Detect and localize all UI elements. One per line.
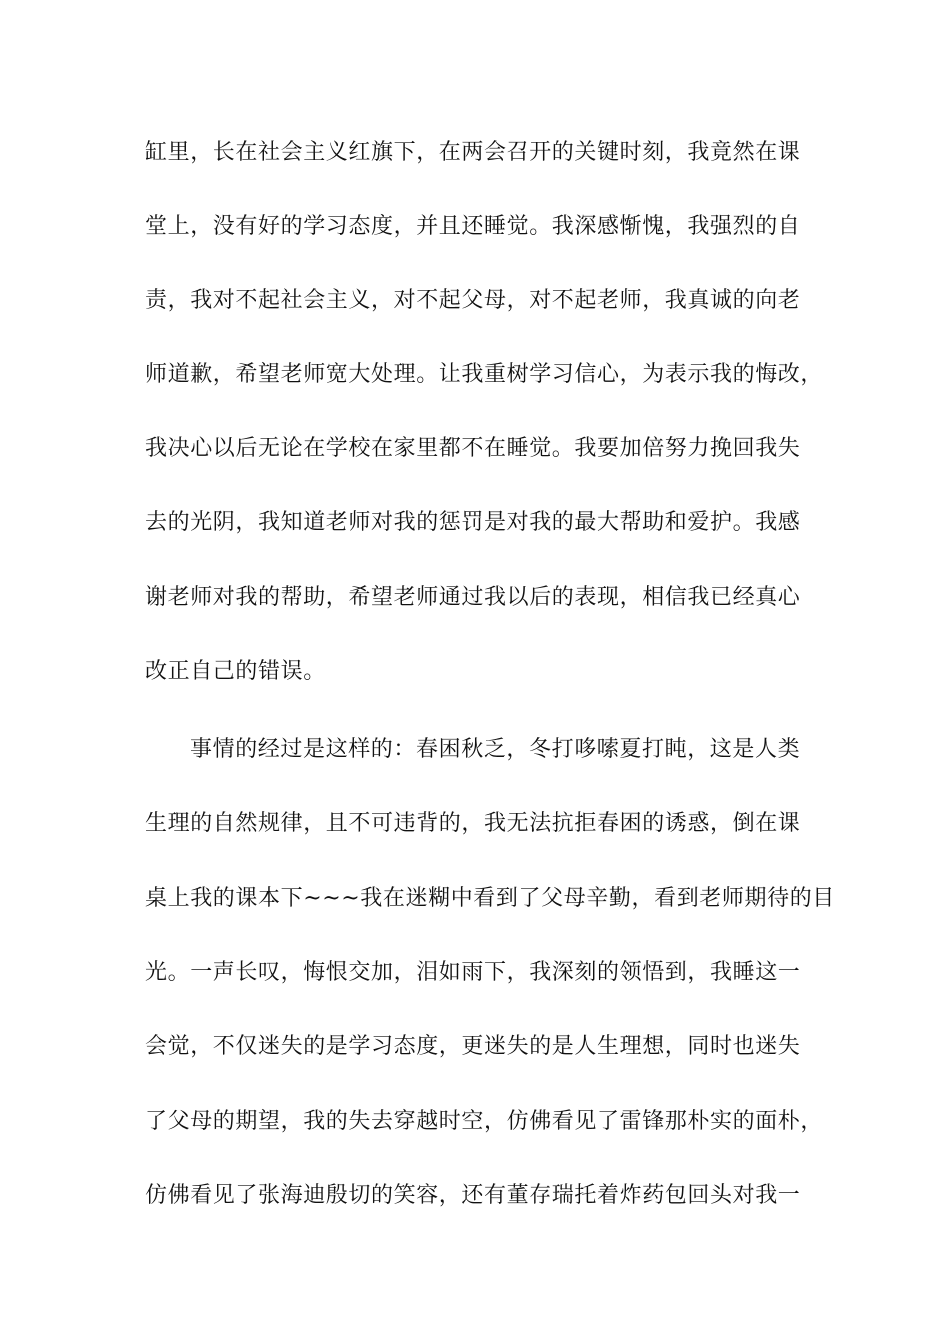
paragraph-2-line-5: 会觉，不仅迷失的是学习态度，更迷失的是人生理想，同时也迷失: [145, 1034, 801, 1059]
paragraph-1-line-5: 我决心以后无论在学校在家里都不在睡觉。我要加倍努力挽回我失: [145, 436, 801, 461]
paragraph-2-line-4: 光。一声长叹，悔恨交加，泪如雨下，我深刻的领悟到，我睡这一: [145, 960, 801, 985]
paragraph-2-line-1: 事情的经过是这样的：春困秋乏，冬打哆嗦夏打盹，这是人类: [190, 737, 801, 762]
paragraph-1-line-6: 去的光阴，我知道老师对我的惩罚是对我的最大帮助和爱护。我感: [145, 510, 801, 535]
paragraph-2-line-3: 桌上我的课本下~~~我在迷糊中看到了父母辛勤，看到老师期待的目: [145, 886, 835, 911]
paragraph-1-line-3: 责，我对不起社会主义，对不起父母，对不起老师，我真诚的向老: [145, 288, 801, 313]
paragraph-2-line-7: 仿佛看见了张海迪殷切的笑容，还有董存瑞托着炸药包回头对我一: [145, 1183, 801, 1208]
paragraph-2-line-2: 生理的自然规律，且不可违背的，我无法抗拒春困的诱惑，倒在课: [145, 811, 801, 836]
paragraph-1-line-7: 谢老师对我的帮助，希望老师通过我以后的表现，相信我已经真心: [145, 585, 801, 610]
paragraph-1-line-8: 改正自己的错误。: [145, 659, 326, 684]
paragraph-1-line-2: 堂上，没有好的学习态度，并且还睡觉。我深感惭愧，我强烈的自: [145, 214, 801, 239]
paragraph-2-line-6: 了父母的期望，我的失去穿越时空，仿佛看见了雷锋那朴实的面朴，: [145, 1109, 824, 1134]
paragraph-1-line-4: 师道歉，希望老师宽大处理。让我重树学习信心，为表示我的悔改，: [145, 362, 824, 387]
paragraph-1-line-1: 缸里，长在社会主义红旗下，在两会召开的关键时刻，我竟然在课: [145, 140, 801, 165]
